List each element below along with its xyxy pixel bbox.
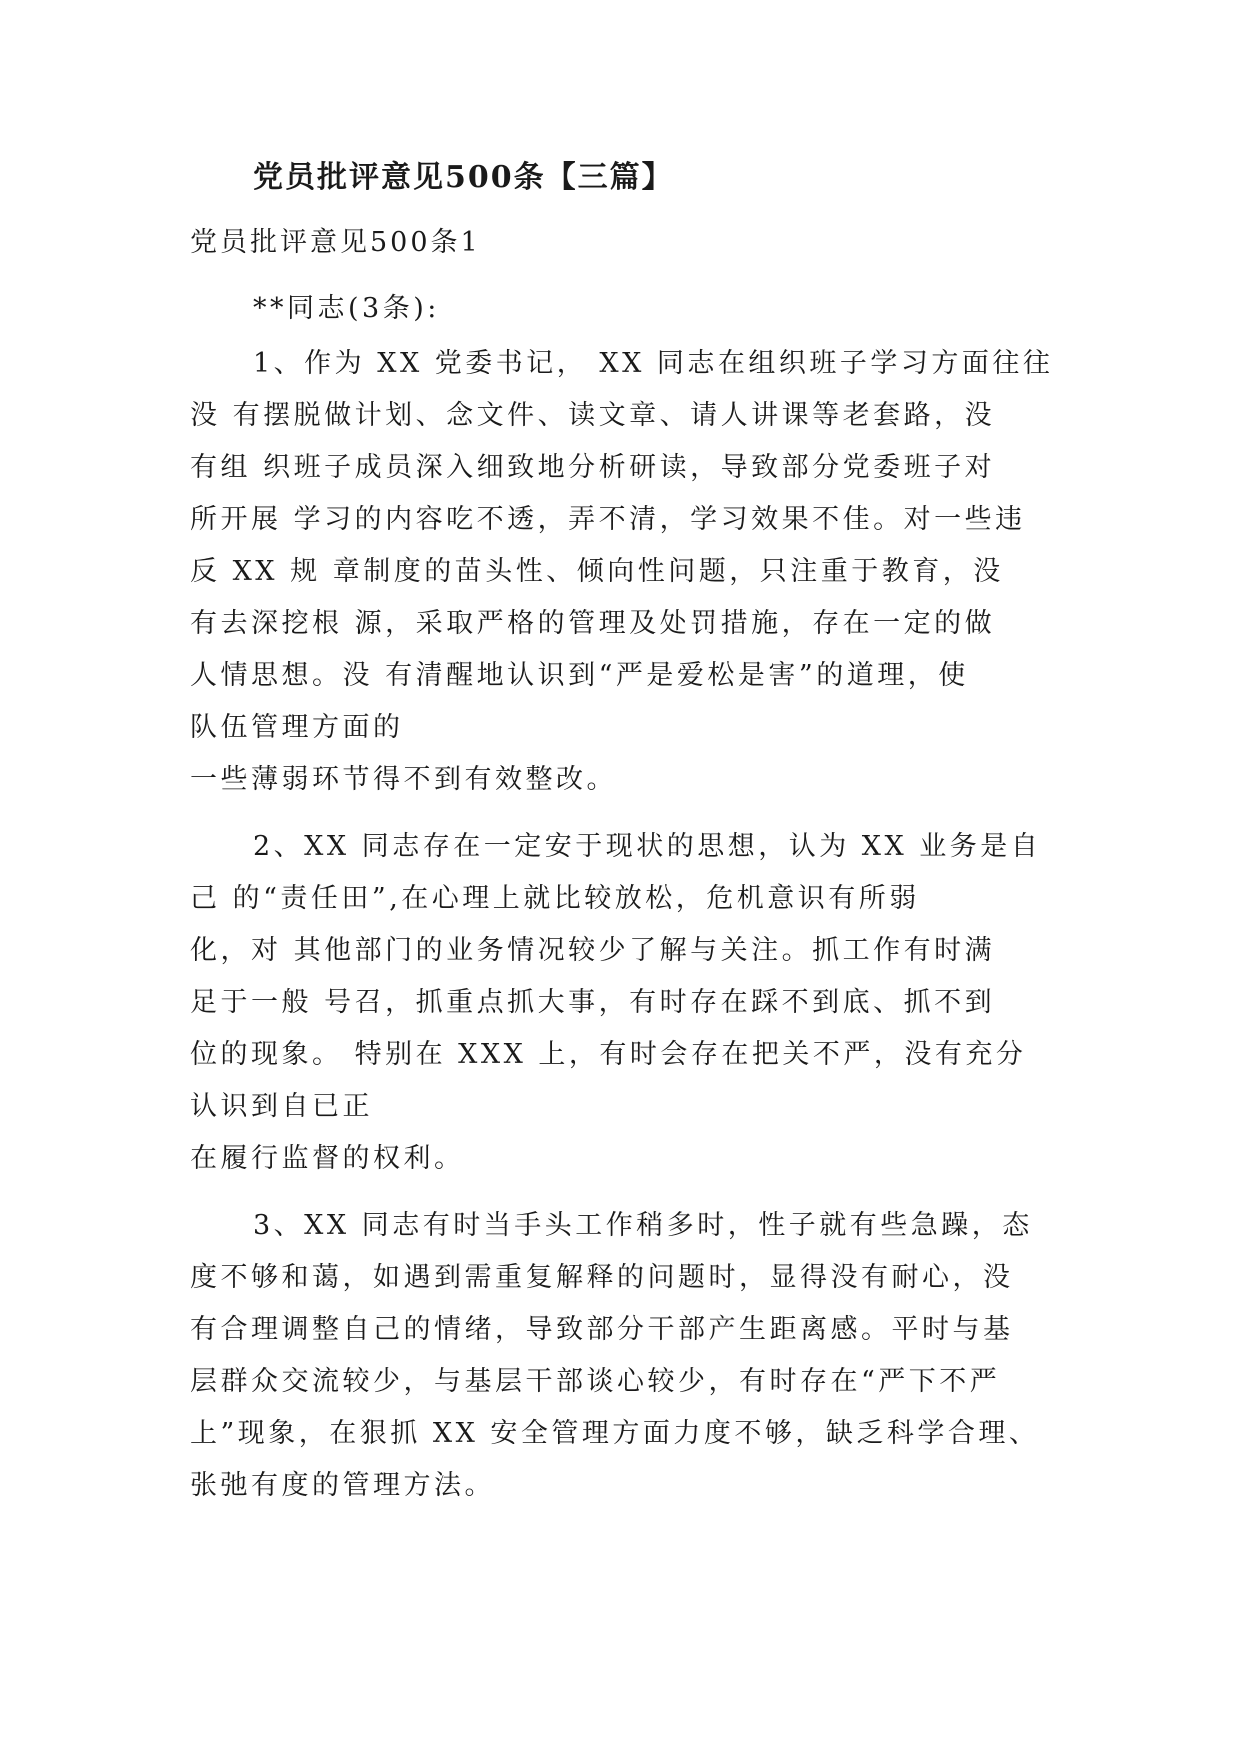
paragraph-2-line: 位的现象。 特别在 XXX 上，有时会存在把关不严，没有充分 [190, 1039, 1027, 1070]
section-heading: **同志(3条): [253, 293, 440, 324]
paragraph-2-line: 己 的“责任田”,在心理上就比较放松，危机意识有所弱 [190, 883, 920, 914]
paragraph-3-line: 度不够和蔼，如遇到需重复解释的问题时，显得没有耐心，没 [190, 1262, 1014, 1293]
paragraph-3-line: 3、XX 同志有时当手头工作稍多时，性子就有些急躁，态 [253, 1210, 1033, 1241]
document-title: 党员批评意见500条【三篇】 [253, 160, 674, 195]
paragraph-2-line: 在履行监督的权利。 [190, 1143, 465, 1174]
paragraph-3-line: 有合理调整自己的情绪，导致部分干部产生距离感。平时与基 [190, 1314, 1014, 1345]
paragraph-3-line: 上”现象，在狠抓 XX 安全管理方面力度不够，缺乏科学合理、 [190, 1418, 1040, 1449]
paragraph-1-line: 队伍管理方面的 [190, 712, 404, 743]
paragraph-1-line: 人情思想。没 有清醒地认识到“严是爱松是害”的道理，使 [190, 660, 969, 691]
document-subtitle: 党员批评意见500条1 [190, 227, 481, 258]
paragraph-1-line: 1、作为 XX 党委书记， XX 同志在组织班子学习方面往往 [253, 348, 1054, 379]
paragraph-1-line: 所开展 学习的内容吃不透，弄不清，学习效果不佳。对一些违 [190, 504, 1026, 535]
paragraph-2-line: 2、XX 同志存在一定安于现状的思想，认为 XX 业务是自 [253, 831, 1042, 862]
paragraph-3-line: 张弛有度的管理方法。 [190, 1470, 495, 1501]
paragraph-1-line: 有组 织班子成员深入细致地分析研读，导致部分党委班子对 [190, 452, 996, 483]
paragraph-1-line: 一些薄弱环节得不到有效整改。 [190, 764, 617, 795]
paragraph-1-line: 有去深挖根 源，采取严格的管理及处罚措施，存在一定的做 [190, 608, 996, 639]
paragraph-3-line: 层群众交流较少，与基层干部谈心较少，有时存在“严下不严 [190, 1366, 1001, 1397]
paragraph-2-line: 足于一般 号召，抓重点抓大事，有时存在踩不到底、抓不到 [190, 987, 996, 1018]
paragraph-1-line: 没 有摆脱做计划、念文件、读文章、请人讲课等老套路，没 [190, 400, 996, 431]
paragraph-2-line: 化，对 其他部门的业务情况较少了解与关注。抓工作有时满 [190, 935, 996, 966]
paragraph-2-line: 认识到自已正 [190, 1091, 373, 1122]
paragraph-1-line: 反 XX 规 章制度的苗头性、倾向性问题，只注重于教育，没 [190, 556, 1004, 587]
